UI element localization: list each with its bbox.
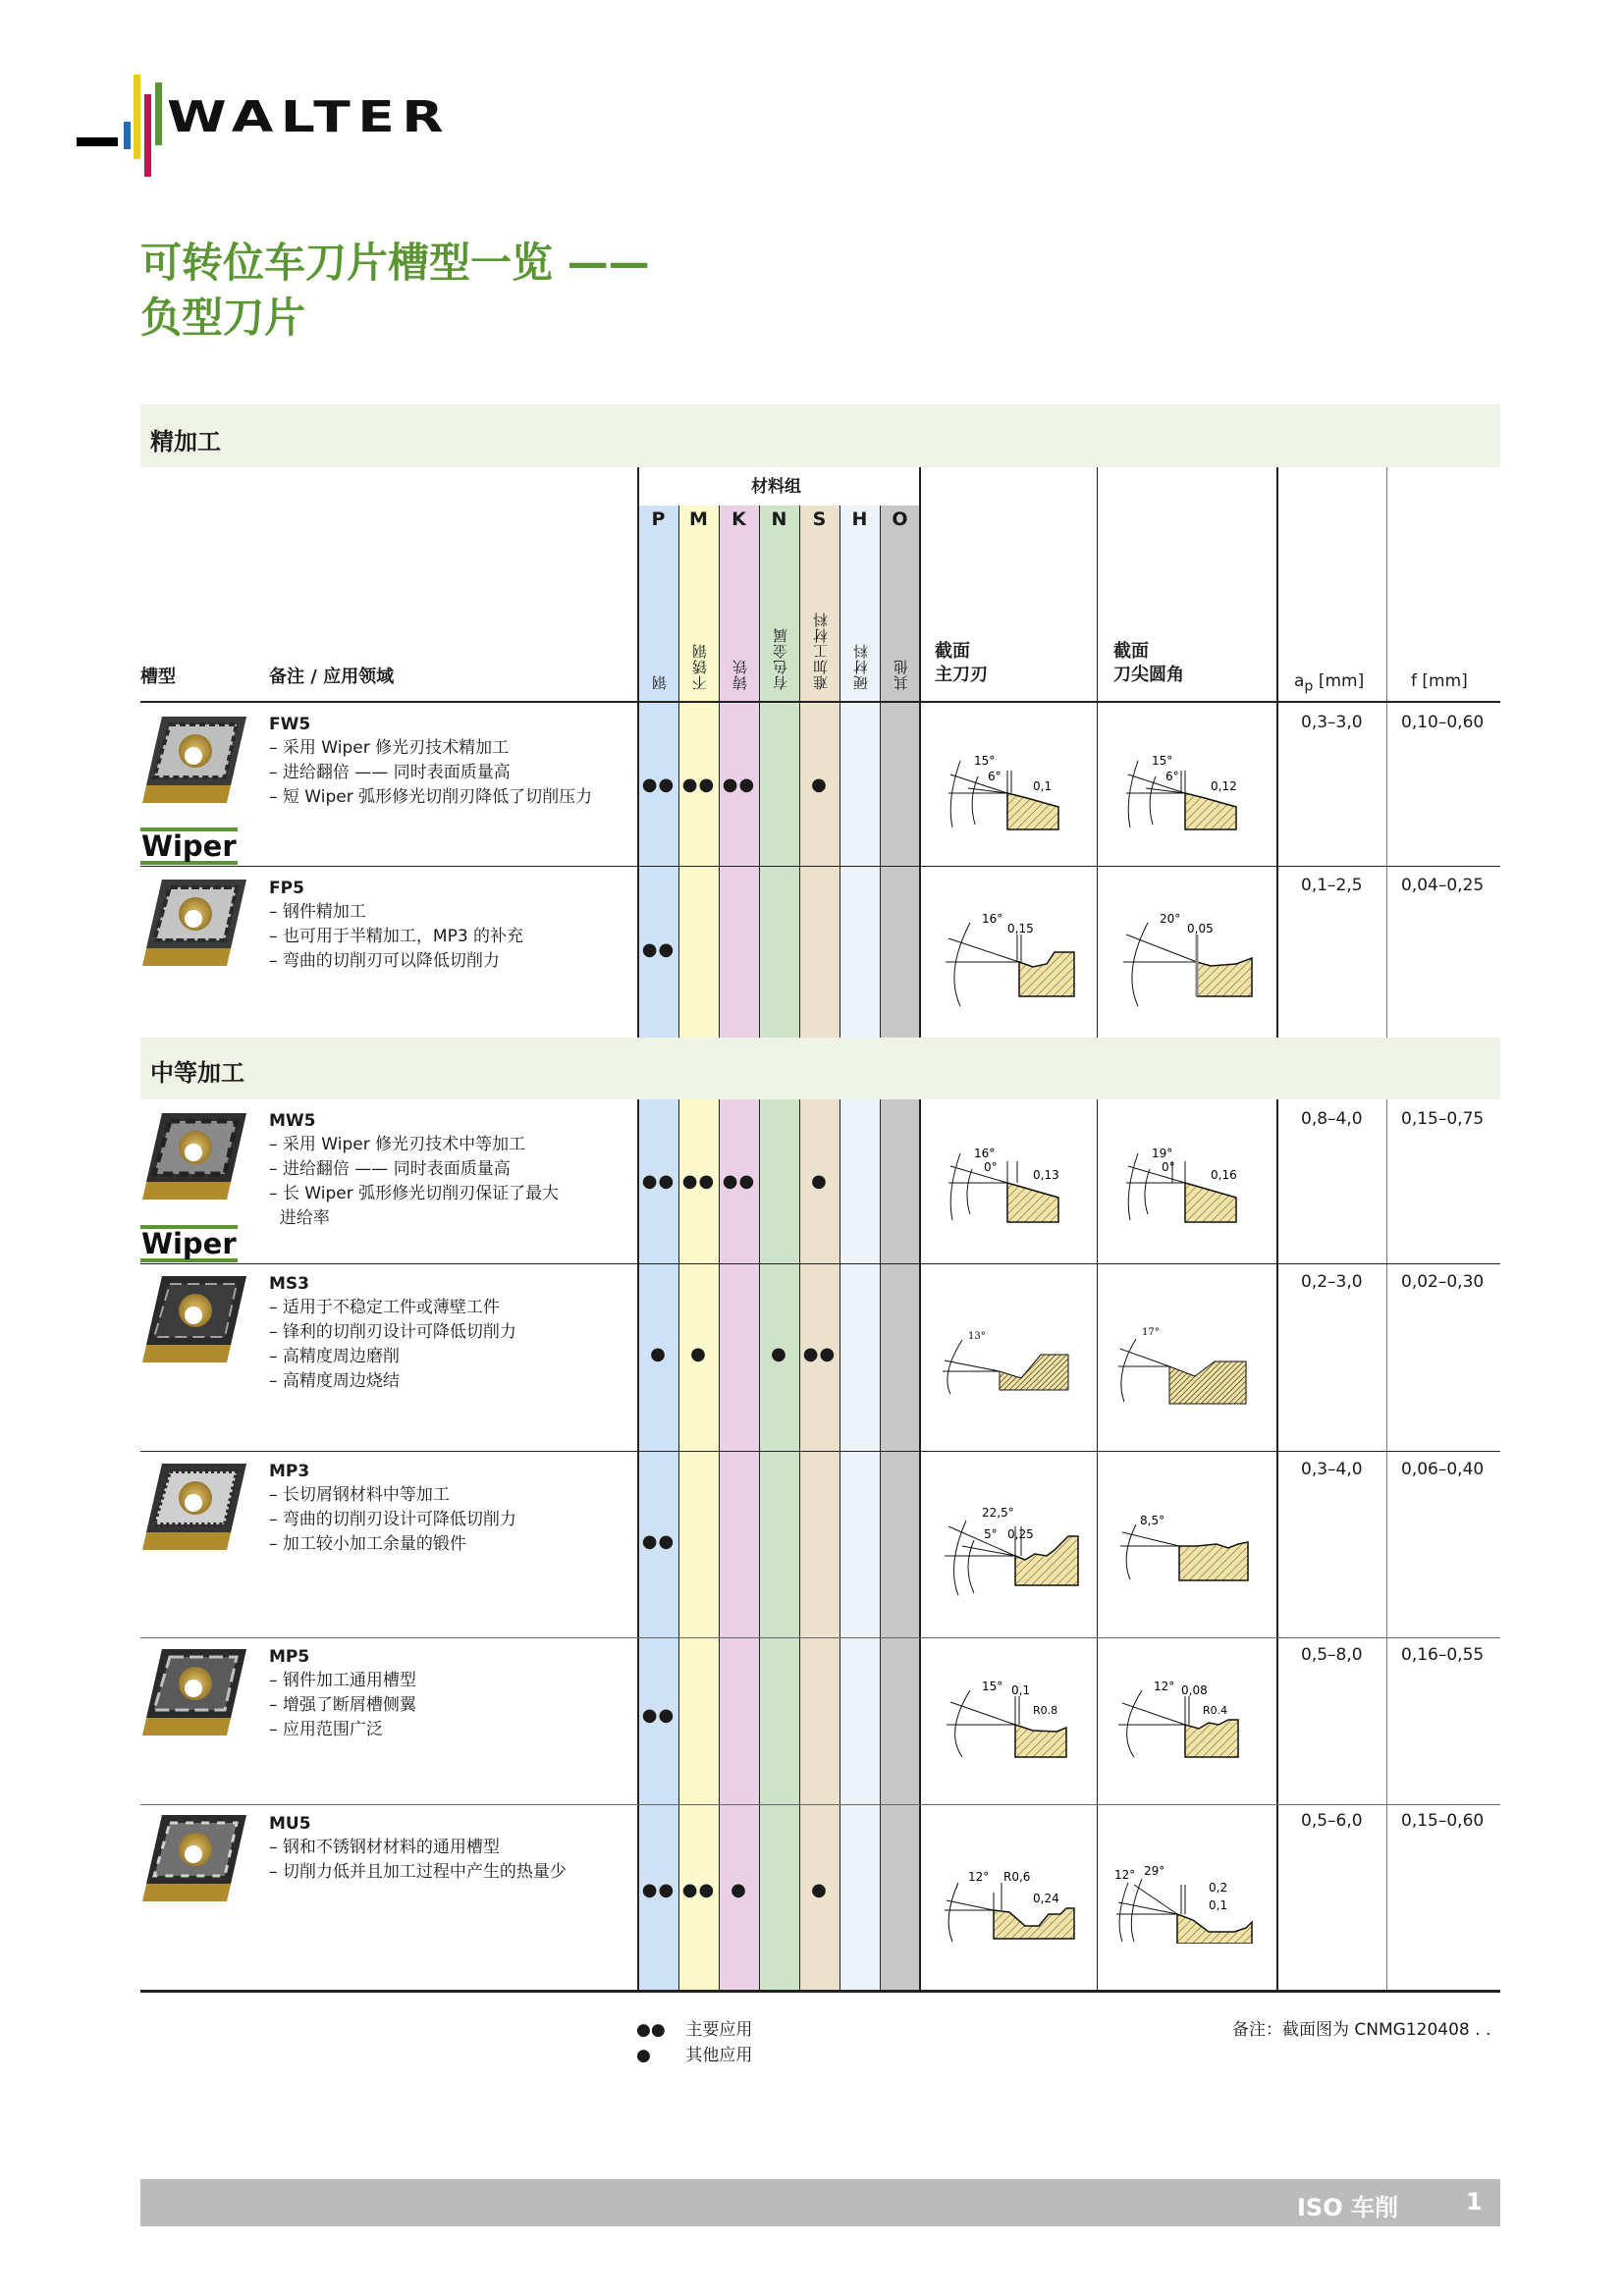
main-edge-diagram [931, 1124, 1078, 1232]
col-divider [880, 1099, 881, 1991]
f-value: 0,15–0,75 [1401, 1109, 1485, 1129]
svg-text:0,12: 0,12 [1211, 779, 1237, 793]
note-line: – 也可用于半精加工，MP3 的补充 [269, 927, 524, 946]
insert-image-icon [140, 1811, 248, 1905]
f-value: 0,10–0,60 [1401, 713, 1485, 732]
svg-text:R0,6: R0,6 [1003, 1870, 1031, 1884]
note-line: – 钢件精加工 [269, 902, 366, 922]
mat-name-H: 硬材料 [852, 643, 870, 690]
mat-letter-S: S [812, 508, 827, 530]
col-divider [1386, 467, 1387, 1038]
mat-col-S-bg [799, 506, 839, 1038]
main-edge-diagram [931, 1477, 1088, 1600]
svg-text:0°: 0° [984, 1160, 998, 1174]
logo-yellow-bar [134, 75, 140, 159]
svg-text:0°: 0° [1162, 1160, 1175, 1174]
svg-text:0,13: 0,13 [1033, 1168, 1059, 1182]
mat-K-value: ●● [722, 1171, 756, 1192]
logo-wordmark: WALTER [167, 92, 452, 142]
legend-primary-symbol: ●● [636, 2020, 666, 2040]
groove-code: FW5 [269, 715, 311, 734]
row-notes [269, 736, 592, 810]
main-edge-header-line1: 截面 [935, 641, 970, 662]
mat-P-value: ●● [641, 1171, 676, 1192]
svg-text:0,1: 0,1 [1033, 779, 1053, 793]
page-number: 1 [1466, 2188, 1483, 2216]
row-rule [140, 1804, 1500, 1805]
col-divider [1276, 467, 1278, 1038]
svg-text:0,16: 0,16 [1211, 1168, 1237, 1182]
section-band-medium [140, 1038, 1500, 1099]
svg-text:13°: 13° [968, 1331, 986, 1342]
svg-text:0,1: 0,1 [1011, 1683, 1031, 1697]
mat-col-O-bg-2 [880, 1099, 920, 1991]
note-line: – 采用 Wiper 修光刃技术中等加工 [269, 1135, 526, 1154]
f-header: f [mm] [1411, 671, 1468, 691]
mat-name-K: 铸铁 [731, 659, 749, 690]
svg-text:8,5°: 8,5° [1140, 1514, 1165, 1527]
svg-text:15°: 15° [974, 754, 996, 768]
mat-name-M: 不锈钢 [691, 643, 709, 690]
mat-col-K-bg [719, 506, 759, 1038]
main-edge-diagram [931, 1836, 1088, 1944]
corner-diagram [1109, 1296, 1266, 1414]
ap-header [1294, 669, 1364, 698]
f-value: 0,02–0,30 [1401, 1272, 1485, 1292]
row-notes [269, 1296, 516, 1394]
note-line: – 加工较小加工余量的锻件 [269, 1534, 466, 1554]
mat-col-N-bg [759, 506, 799, 1038]
ap-value: 0,1–2,5 [1301, 876, 1363, 895]
mat-S-value: ● [811, 774, 828, 795]
col-divider [719, 506, 720, 1038]
ap-symbol: a [1294, 671, 1305, 691]
mat-P-value: ●● [641, 939, 676, 960]
ap-value: 0,5–6,0 [1301, 1811, 1363, 1831]
mat-name-S: 难加工材料 [812, 612, 830, 690]
page-title-line2: 负型刀片 [140, 294, 306, 342]
ap-value: 0,2–3,0 [1301, 1272, 1363, 1292]
walter-logo [77, 71, 509, 188]
mat-P-value: ●● [641, 1531, 676, 1552]
note-line: – 高精度周边烧结 [269, 1371, 400, 1391]
svg-text:0,2: 0,2 [1209, 1881, 1228, 1895]
corner-diagram [1109, 1659, 1266, 1767]
main-edge-diagram [931, 731, 1078, 839]
mat-K-value: ●● [722, 774, 756, 795]
notes-header: 备注 / 应用领域 [269, 667, 395, 687]
svg-text:15°: 15° [1152, 754, 1173, 768]
svg-text:16°: 16° [982, 912, 1003, 926]
material-group-header: 材料组 [751, 477, 801, 497]
main-edge-header [935, 640, 988, 687]
note-line: – 进给翻倍 —— 同时表面质量高 [269, 1159, 511, 1179]
svg-text:0,24: 0,24 [1033, 1892, 1059, 1905]
logo-red-bar [144, 94, 151, 177]
main-edge-diagram [931, 1659, 1088, 1767]
insert-image-icon [140, 1645, 248, 1739]
col-divider [719, 1099, 720, 1991]
corner-diagram [1109, 731, 1256, 839]
legend-primary-label: 主要应用 [685, 2020, 753, 2040]
col-divider [1276, 1099, 1278, 1991]
ap-value: 0,3–3,0 [1301, 713, 1363, 732]
svg-text:20°: 20° [1160, 912, 1181, 926]
col-divider [880, 506, 881, 1038]
note-line: – 弯曲的切削刃可以降低切削力 [269, 951, 500, 971]
mat-M-value: ● [690, 1344, 707, 1364]
corner-diagram [1109, 893, 1266, 1011]
mat-name-O: 其他 [893, 659, 910, 690]
svg-text:12°: 12° [968, 1870, 990, 1884]
svg-text:0,25: 0,25 [1007, 1527, 1034, 1541]
table-bottom-rule [140, 1990, 1500, 1993]
ap-unit: [mm] [1313, 671, 1365, 691]
note-line: – 进给翻倍 —— 同时表面质量高 [269, 763, 511, 782]
col-divider [839, 506, 840, 1038]
page-title-line1: 可转位车刀片槽型一览 —— [140, 239, 650, 287]
svg-text:12°: 12° [1114, 1868, 1136, 1882]
note-line: – 增强了断屑槽侧翼 [269, 1695, 416, 1715]
mat-K-value: ● [731, 1880, 747, 1900]
mat-letter-N: N [771, 508, 787, 530]
cross-section-remark: 备注：截面图为 CNMG120408 . . [1232, 2020, 1491, 2040]
ap-value: 0,5–8,0 [1301, 1645, 1363, 1665]
logo-black-dash [77, 137, 118, 146]
groove-code: FP5 [269, 879, 304, 898]
mat-S-value: ●● [802, 1344, 837, 1364]
svg-text:19°: 19° [1152, 1147, 1173, 1160]
note-line: – 应用范围广泛 [269, 1720, 383, 1739]
insert-image-icon [140, 1109, 248, 1203]
note-line: – 高精度周边磨削 [269, 1347, 400, 1366]
logo-blue-bar [124, 122, 131, 149]
f-value: 0,06–0,40 [1401, 1460, 1485, 1479]
col-divider [839, 1099, 840, 1991]
legend-primary [636, 2017, 752, 2043]
mat-col-S-bg-2 [799, 1099, 839, 1991]
mat-col-H-bg-2 [839, 1099, 880, 1991]
mat-letter-H: H [851, 508, 868, 530]
svg-text:22,5°: 22,5° [982, 1506, 1014, 1520]
groove-code: MP5 [269, 1647, 310, 1667]
mat-P-value: ●● [641, 1880, 676, 1900]
page-title [140, 236, 650, 346]
wiper-badge: Wiper [141, 829, 237, 863]
svg-text:17°: 17° [1142, 1327, 1160, 1338]
col-divider [799, 506, 800, 1038]
wiper-badge: Wiper [141, 1227, 237, 1260]
note-line: – 弯曲的切削刃设计可降低切削力 [269, 1510, 516, 1529]
insert-image-icon [140, 1272, 248, 1366]
mat-S-value: ● [811, 1171, 828, 1192]
mat-name-N: 有色金属 [772, 627, 789, 690]
note-line: – 锋利的切削刃设计可降低切削力 [269, 1322, 516, 1342]
row-notes [269, 1669, 416, 1742]
main-edge-diagram [931, 1296, 1088, 1404]
svg-text:5°: 5° [984, 1527, 998, 1541]
svg-text:6°: 6° [1165, 770, 1179, 783]
legend [636, 2017, 752, 2068]
groove-code: MP3 [269, 1462, 310, 1481]
row-rule [140, 866, 1500, 867]
note-line: 进给率 [269, 1208, 330, 1228]
mat-letter-P: P [651, 508, 666, 530]
corner-header [1113, 640, 1184, 687]
ap-subscript: p [1304, 678, 1314, 695]
mat-P-value: ●● [641, 1705, 676, 1726]
mat-P-value: ● [650, 1344, 667, 1364]
f-value: 0,15–0,60 [1401, 1811, 1485, 1831]
mat-col-M-bg-2 [678, 1099, 719, 1991]
groove-code: MS3 [269, 1274, 309, 1294]
groove-code: MW5 [269, 1111, 316, 1131]
f-value: 0,16–0,55 [1401, 1645, 1485, 1665]
note-line: – 钢和不锈钢材材料的通用槽型 [269, 1838, 500, 1857]
col-divider [919, 467, 921, 1038]
note-line: – 长 Wiper 弧形修光切削刃保证了最大 [269, 1184, 560, 1203]
svg-text:R0.4: R0.4 [1203, 1704, 1228, 1717]
row-notes [269, 1836, 567, 1885]
insert-image-icon [140, 713, 248, 807]
main-edge-diagram [931, 893, 1088, 1011]
footer-bar [140, 2179, 1500, 2226]
corner-header-line2: 刀尖圆角 [1113, 665, 1184, 685]
mat-col-H-bg [839, 506, 880, 1038]
note-line: – 适用于不稳定工件或薄壁工件 [269, 1298, 500, 1317]
row-rule [140, 1637, 1500, 1638]
mat-M-value: ●● [681, 774, 716, 795]
row-rule [140, 1451, 1500, 1452]
f-value: 0,04–0,25 [1401, 876, 1485, 895]
footer-section: ISO 车削 [1297, 2194, 1398, 2221]
mat-col-K-bg-2 [719, 1099, 759, 1991]
svg-text:R0.8: R0.8 [1033, 1704, 1058, 1717]
col-divider [1386, 1099, 1387, 1991]
mat-letter-K: K [731, 508, 746, 530]
col-divider [1097, 1099, 1098, 1991]
svg-text:29°: 29° [1144, 1864, 1165, 1878]
ap-value: 0,8–4,0 [1301, 1109, 1363, 1129]
row-rule [140, 1263, 1500, 1264]
col-divider [759, 506, 760, 1038]
mat-col-O-bg [880, 506, 920, 1038]
note-line: – 长切屑钢材料中等加工 [269, 1485, 450, 1505]
logo-green-bar [155, 82, 162, 145]
section-label-medium: 中等加工 [150, 1059, 244, 1087]
note-line: – 采用 Wiper 修光刃技术精加工 [269, 738, 510, 758]
col-divider [678, 1099, 679, 1991]
svg-text:12°: 12° [1154, 1680, 1175, 1693]
header-rule [140, 701, 1500, 703]
note-line: – 短 Wiper 弧形修光切削刃降低了切削压力 [269, 787, 593, 807]
row-notes [269, 1133, 559, 1231]
corner-diagram [1109, 1836, 1266, 1944]
corner-header-line1: 截面 [1113, 641, 1149, 662]
insert-image-icon [140, 1460, 248, 1554]
note-line: – 切削力低并且加工过程中产生的热量少 [269, 1862, 567, 1882]
main-edge-header-line2: 主刀刃 [935, 665, 988, 685]
mat-letter-M: M [689, 508, 708, 530]
mat-S-value: ● [811, 1880, 828, 1900]
corner-diagram [1109, 1477, 1266, 1600]
mat-N-value: ● [771, 1344, 787, 1364]
mat-name-P: 钢 [651, 674, 669, 690]
section-band-finishing [140, 404, 1500, 467]
svg-text:0,08: 0,08 [1181, 1683, 1208, 1697]
mat-P-value: ●● [641, 774, 676, 795]
row-notes [269, 1483, 516, 1557]
svg-text:0,05: 0,05 [1187, 922, 1214, 935]
col-divider [1097, 467, 1098, 1038]
groove-code: MU5 [269, 1814, 311, 1834]
legend-secondary [636, 2043, 752, 2068]
svg-text:15°: 15° [982, 1680, 1003, 1693]
col-divider [919, 1099, 921, 1991]
legend-secondary-symbol: ● [636, 2046, 651, 2065]
col-divider [799, 1099, 800, 1991]
svg-text:0,15: 0,15 [1007, 922, 1034, 935]
legend-secondary-label: 其他应用 [685, 2046, 753, 2065]
groove-header: 槽型 [140, 667, 176, 687]
insert-image-icon [140, 876, 248, 970]
section-label-finishing: 精加工 [150, 428, 221, 455]
mat-M-value: ●● [681, 1171, 716, 1192]
mat-M-value: ●● [681, 1880, 716, 1900]
svg-text:16°: 16° [974, 1147, 996, 1160]
ap-value: 0,3–4,0 [1301, 1460, 1363, 1479]
mat-letter-O: O [892, 508, 908, 530]
corner-diagram [1109, 1124, 1256, 1232]
col-divider [678, 506, 679, 1038]
note-line: – 钢件加工通用槽型 [269, 1671, 416, 1690]
svg-text:6°: 6° [988, 770, 1001, 783]
svg-text:0,1: 0,1 [1209, 1898, 1228, 1912]
row-notes [269, 900, 523, 974]
mat-col-N-bg-2 [759, 1099, 799, 1991]
mat-col-M-bg [678, 506, 719, 1038]
col-divider [759, 1099, 760, 1991]
